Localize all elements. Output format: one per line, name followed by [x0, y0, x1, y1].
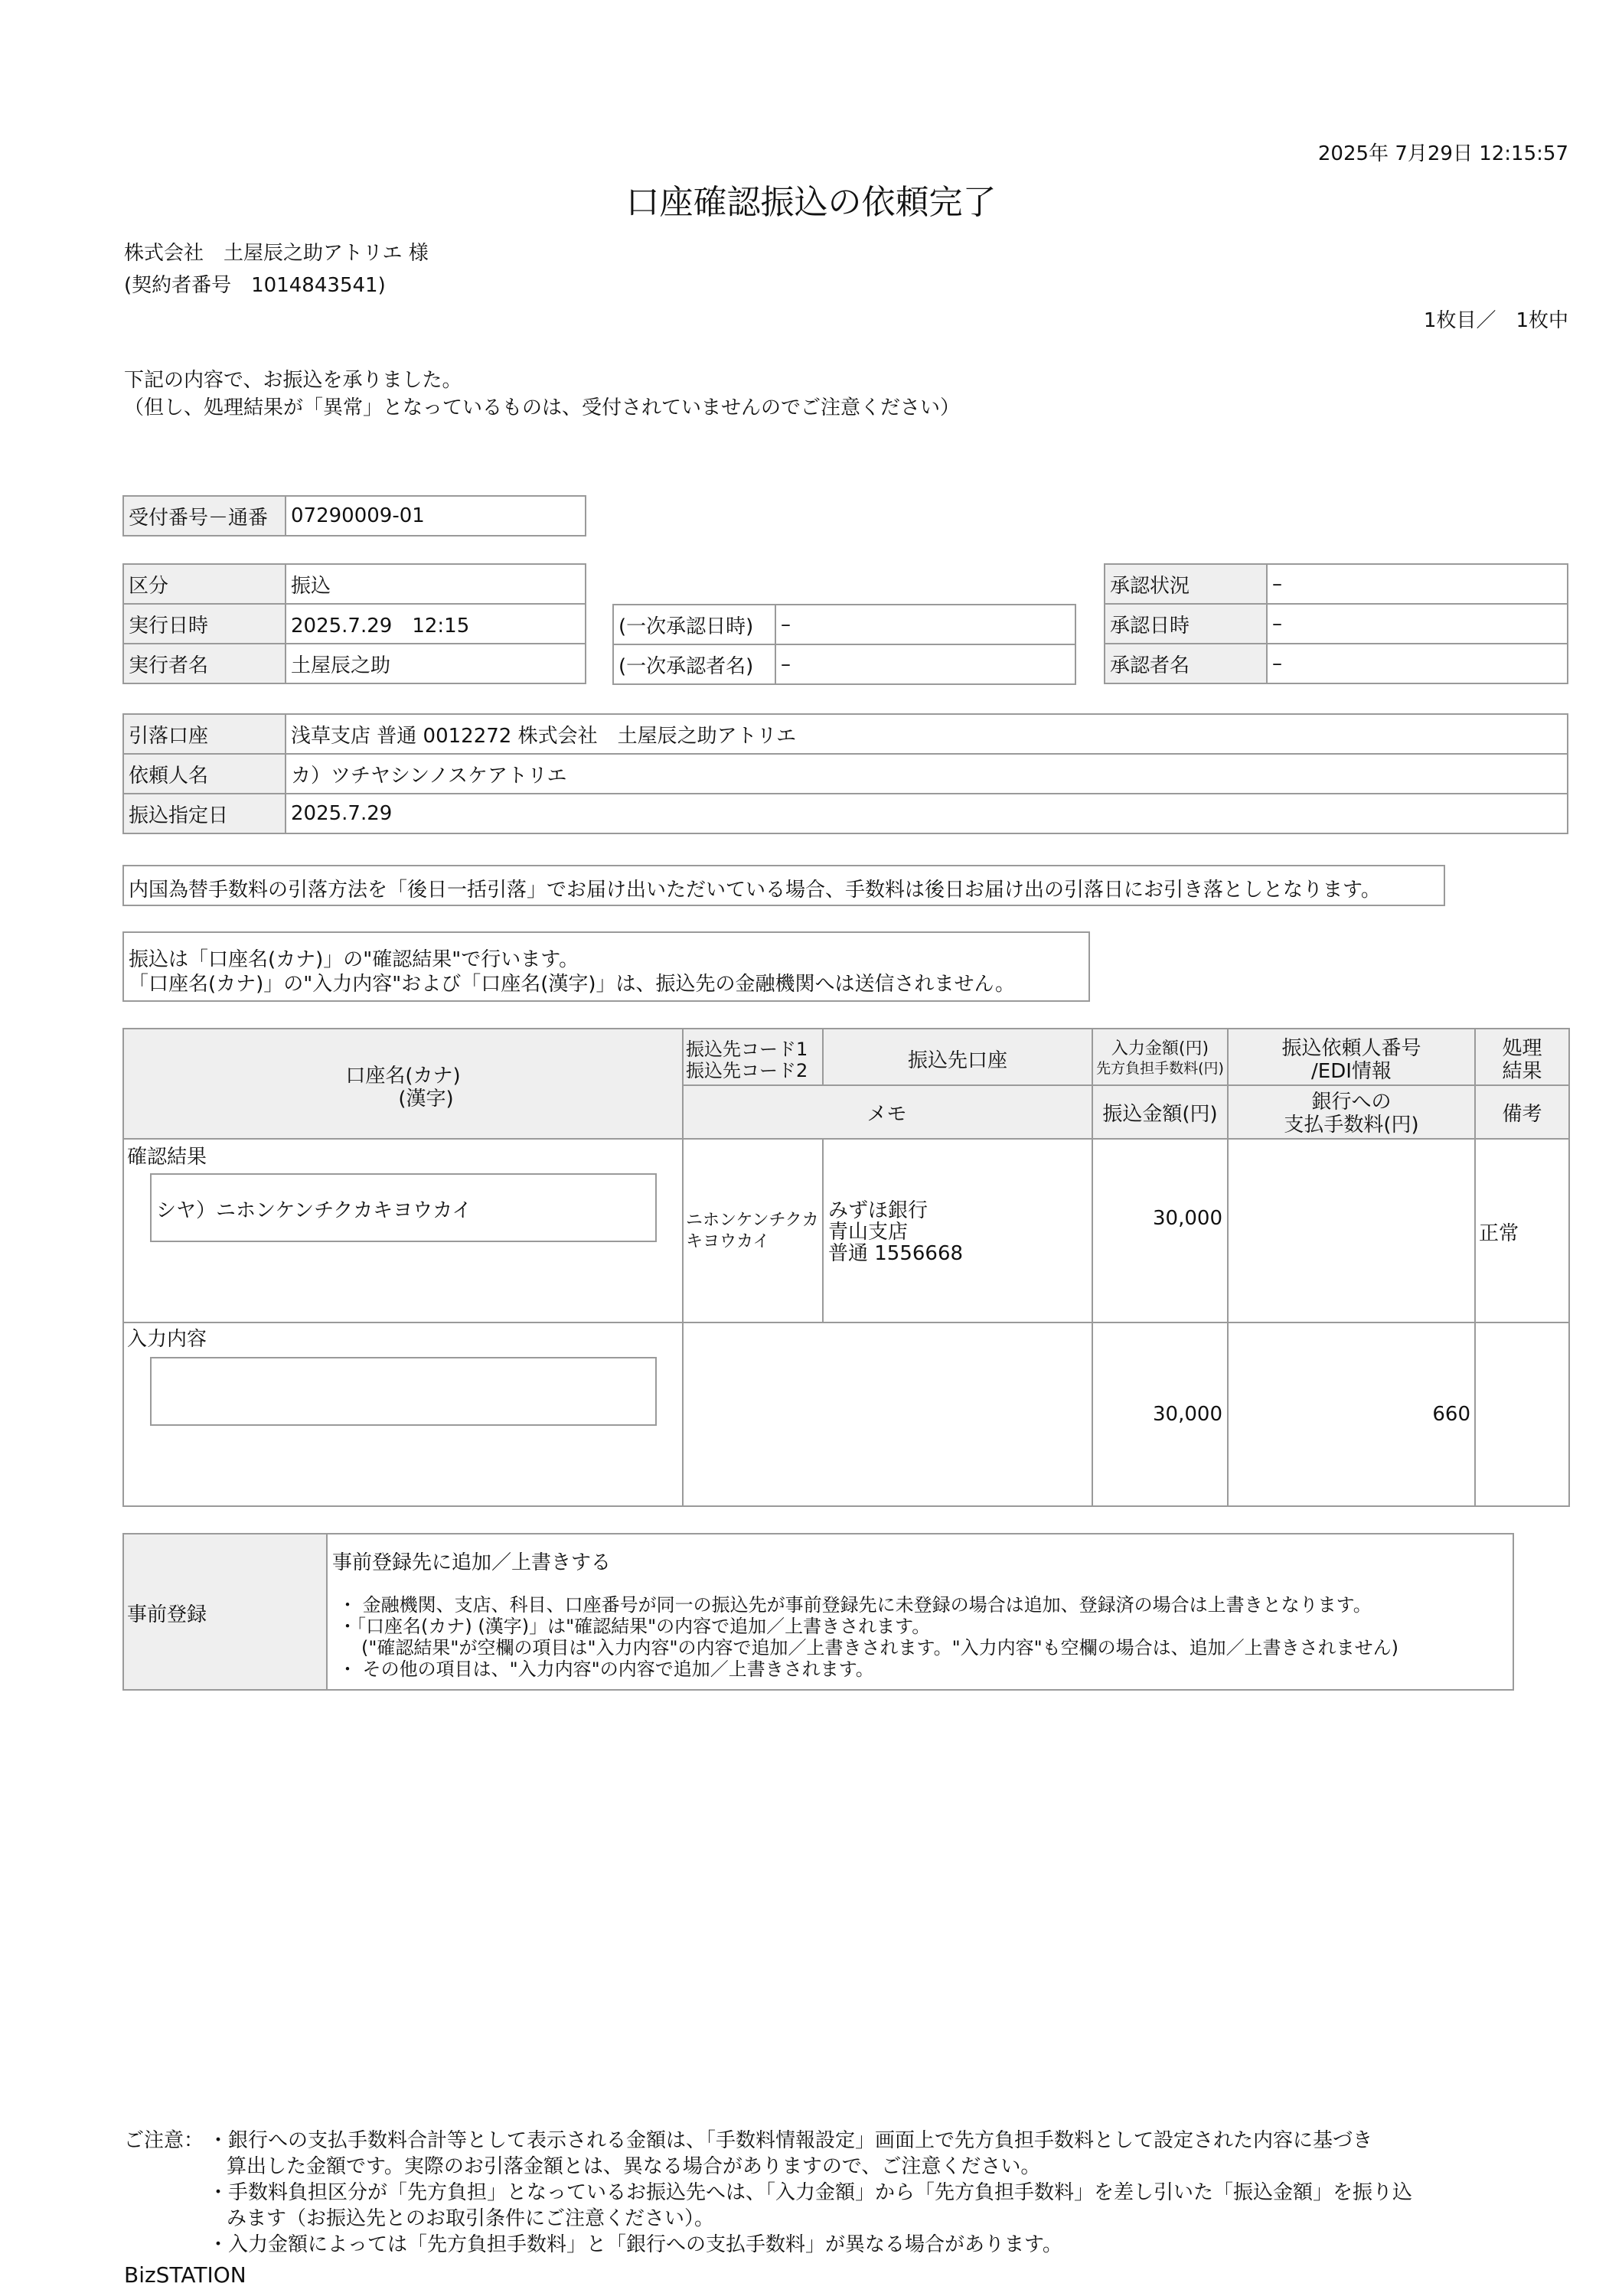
header-result-2: 結果 [1502, 1060, 1542, 1083]
process-status: 正常 [1479, 1222, 1519, 1245]
confirm-label: 確認結果 [127, 1146, 207, 1169]
approval-value: – [1267, 644, 1568, 683]
exec-value: 土屋辰之助 [286, 644, 586, 683]
preregistration-bullet-3: ・ その他の項目は、"入力内容"の内容で追加／上書きされます。 [338, 1658, 874, 1680]
header-remarks: 備考 [1502, 1103, 1542, 1126]
confirm-name-box [150, 1173, 657, 1242]
approval-label: 承認状況 [1105, 564, 1267, 604]
bank-fee: 660 [1432, 1403, 1470, 1426]
header-transfer-amount: 振込金額(円) [1102, 1103, 1218, 1126]
header-account-kanji: (漢字) [398, 1088, 454, 1110]
intro-line-2: （但し、処理結果が「異常」となっているものは、受付されていませんのでご注意ください） [124, 396, 961, 419]
account-label: 振込指定日 [123, 794, 286, 833]
exec-value: 振込 [286, 564, 586, 604]
footer-note-3: ・入力金額によっては「先方負担手数料」と「銀行への支払手数料」が異なる場合があります。 [208, 2233, 1062, 2256]
dest-account: 普通 1556668 [828, 1242, 964, 1265]
intro-line-1: 下記の内容で、お振込を承りました。 [124, 369, 462, 392]
receipt-label: 受付番号－通番 [123, 496, 286, 536]
grid-line [822, 1138, 824, 1322]
preregistration-bullet-1: ・ 金融機関、支店、科目、口座番号が同一の振込先が事前登録先に未登録の場合は追加、登録済の場合は上書きとなります。 [338, 1594, 1372, 1616]
dest-branch: 青山支店 [828, 1221, 909, 1244]
account-value: 浅草支店 普通 0012272 株式会社 土屋辰之助アトリエ [286, 714, 1568, 754]
header-result-1: 処理 [1502, 1037, 1542, 1060]
preregistration-bullet-2: ・「口座名(カナ) (漢字)」は"確認結果"の内容で追加／上書きされます。 [338, 1616, 931, 1637]
preregistration-bullet-2-note: ("確認結果"が空欄の項目は"入力内容"の内容で追加／上書きされます。"入力内容"も空欄の場合は、追加／上書きされません) [361, 1637, 1399, 1658]
receipt-value: 07290009-01 [286, 496, 586, 536]
exec-value: 2025.7.29 12:15 [286, 604, 586, 644]
approval-value: – [1267, 604, 1568, 644]
account-label: 引落口座 [123, 714, 286, 754]
input-amount: 30,000 [1153, 1207, 1222, 1230]
footer-note-1a: ・銀行への支払手数料合計等として表示される金額は、「手数料情報設定」画面上で先方負担手数料として設定された内容に基づき [208, 2129, 1373, 2152]
exec-label: 区分 [123, 564, 286, 604]
header-dest-account: 振込先口座 [907, 1049, 1007, 1072]
exec-label: 実行日時 [123, 604, 286, 644]
grid-line [124, 1138, 1568, 1140]
fee-notice-text: 内国為替手数料の引落方法を「後日一括引落」でお届け出いただいている場合、手数料は後日お届け出の引落日にお引き落としとなります。 [129, 879, 1381, 902]
kana-notice-line-1: 振込は「口座名(カナ)」の"確認結果"で行います。 [129, 948, 579, 971]
preregistration-label-cell [124, 1534, 328, 1689]
dest-code-line-1: ニホンケンチクカ [686, 1211, 819, 1230]
transfer-table [122, 1028, 1570, 1507]
account-value: カ）ツチヤシンノスケアトリエ [286, 754, 1568, 794]
preregistration-label: 事前登録 [127, 1603, 207, 1626]
header-account-kana: 口座名(カナ) [345, 1065, 461, 1088]
account-info-table [122, 713, 1568, 834]
header-edi-1: 振込依頼人番号 [1281, 1037, 1421, 1060]
header-sender-fee: 先方負担手数料(円) [1096, 1060, 1224, 1077]
kana-notice-line-2: 「口座名(カナ)」の"入力内容"および「口座名(漢字)」は、振込先の金融機関へは送信されません。 [129, 973, 1016, 996]
account-label: 依頼人名 [123, 754, 286, 794]
exec-info-table [122, 563, 586, 684]
first-approval-table [612, 604, 1076, 685]
footer-note-2a: ・手数料負担区分が「先方負担」となっているお振込先へは、「入力金額」から「先方負担手数料」を差し引いた「振込金額」を振り込 [208, 2181, 1413, 2204]
footer-note-2b: みます（お振込先とのお取引条件にご注意ください）。 [227, 2207, 715, 2230]
first-approval-label: (一次承認者名) [613, 644, 775, 684]
header-bank-fee-1: 銀行への [1311, 1091, 1392, 1114]
grid-line [124, 1322, 1568, 1323]
header-input-amount: 入力金額(円) [1111, 1039, 1209, 1058]
approval-label: 承認日時 [1105, 604, 1267, 644]
approval-value: – [1267, 564, 1568, 604]
header-code-1: 振込先コード1 [686, 1039, 808, 1060]
page-title: 口座確認振込の依頼完了 [625, 183, 997, 222]
approval-label: 承認者名 [1105, 644, 1267, 683]
exec-label: 実行者名 [123, 644, 286, 683]
input-name-box [150, 1357, 657, 1426]
first-approval-label: (一次承認日時) [613, 605, 775, 644]
company-name: 株式会社 土屋辰之助アトリエ 様 [124, 242, 429, 265]
dest-bank: みずほ銀行 [828, 1199, 928, 1222]
first-approval-value: – [775, 644, 1075, 684]
approval-table [1104, 563, 1568, 684]
preregistration-title: 事前登録先に追加／上書きする [332, 1551, 612, 1574]
footer-prefix: ご注意： [124, 2129, 204, 2152]
contract-number: (契約者番号 1014843541) [124, 274, 386, 297]
input-label: 入力内容 [127, 1328, 207, 1351]
header-bank-fee-2: 支払手数料(円) [1284, 1114, 1419, 1137]
header-edi-2: /EDI情報 [1311, 1060, 1392, 1083]
account-value: 2025.7.29 [286, 794, 1568, 833]
dest-code-line-2: キヨウカイ [686, 1232, 770, 1251]
header-memo: メモ [866, 1103, 907, 1126]
confirm-name: シヤ）ニホンケンチクカキヨウカイ [156, 1199, 472, 1222]
first-approval-value: – [775, 605, 1075, 644]
receipt-table [122, 495, 586, 536]
page-count: 1枚目／ 1枚中 [1423, 309, 1568, 332]
fee-notice-box [122, 865, 1445, 906]
header-code-2: 振込先コード2 [686, 1060, 808, 1081]
brand-logo: BizSTATION [124, 2262, 246, 2288]
footer-note-1b: 算出した金額です。実際のお引落金額とは、異なる場合がありますので、ご注意ください。 [227, 2155, 1041, 2178]
transfer-amount: 30,000 [1153, 1403, 1222, 1426]
kana-notice-box [122, 931, 1090, 1002]
preregistration-box [122, 1533, 1514, 1691]
print-datetime: 2025年 7月29日 12:15:57 [1317, 142, 1568, 165]
